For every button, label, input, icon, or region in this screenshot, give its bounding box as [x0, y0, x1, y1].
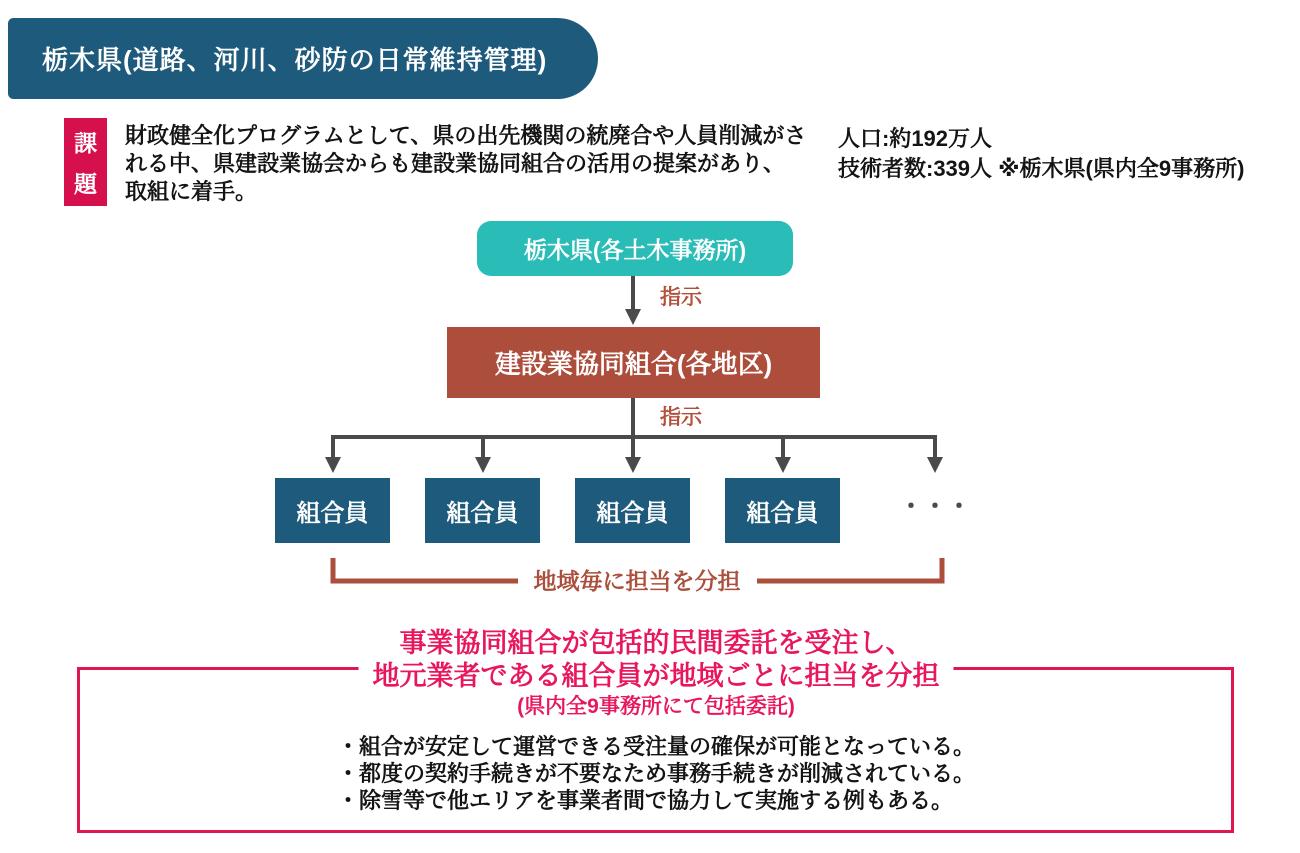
arrow-label-instruction-1: 指示	[660, 286, 702, 309]
brace-right	[757, 558, 942, 581]
result-bullet: ・組合が安定して運営できる受注量の確保が可能となっている。	[336, 734, 976, 759]
members-ellipsis: ・・・	[899, 493, 971, 520]
flow-box-member-2	[425, 478, 540, 543]
result-bullets	[337, 733, 975, 814]
brace-label: 地域毎に担当を分担	[520, 568, 754, 594]
issue-badge	[64, 118, 107, 206]
issue-line: 財政健全化プログラムとして、県の出先機関の統廃合や人員削減がさ	[125, 123, 807, 148]
issue-badge-char-1: 課	[74, 130, 97, 156]
issue-line: れる中、県建設業協会からも建設業協同組合の活用の提案があり、	[125, 151, 786, 176]
arrow-label-instruction-2: 指示	[660, 406, 702, 429]
flow-box-member-4	[725, 478, 840, 543]
issue-line: 取組に着手。	[125, 179, 258, 204]
flow-box-union-label: 建設業協同組合(各地区)	[494, 349, 773, 379]
result-bullet: ・都度の契約手続きが不要なため事務手続きが削減されている。	[336, 761, 976, 786]
member-label: 組合員	[746, 500, 819, 527]
result-bullet: ・除雪等で他エリアを事業者間で協力して実施する例もある。	[336, 788, 954, 813]
prefecture-stats	[838, 124, 1298, 184]
flow-box-prefecture-offices	[477, 221, 793, 276]
member-label: 組合員	[596, 500, 669, 527]
result-heading-sub: (県内全9事務所にて包括委託)	[517, 695, 795, 718]
brace-left	[333, 558, 518, 581]
member-label: 組合員	[446, 500, 519, 527]
result-heading-line-2: 地元業者である組合員が地域ごとに担当を分担	[372, 661, 940, 691]
result-heading-line-1: 事業協同組合が包括的民間委託を受注し、	[399, 628, 913, 658]
member-label: 組合員	[296, 500, 369, 527]
page-title	[8, 18, 598, 99]
issue-description	[125, 122, 845, 206]
flow-box-member-3	[575, 478, 690, 543]
page-title-text: 栃木県(道路、河川、砂防の日常維持管理)	[42, 45, 548, 75]
stat-population: 人口:約192万人	[838, 126, 993, 151]
flow-box-prefecture-label: 栃木県(各土木事務所)	[523, 237, 747, 263]
flow-box-member-1	[275, 478, 390, 543]
flow-box-cooperative-union	[447, 327, 820, 398]
result-heading	[359, 627, 954, 721]
issue-badge-char-2: 題	[74, 171, 97, 197]
stat-engineers: 技術者数:339人 ※栃木県(県内全9事務所)	[838, 156, 1245, 181]
